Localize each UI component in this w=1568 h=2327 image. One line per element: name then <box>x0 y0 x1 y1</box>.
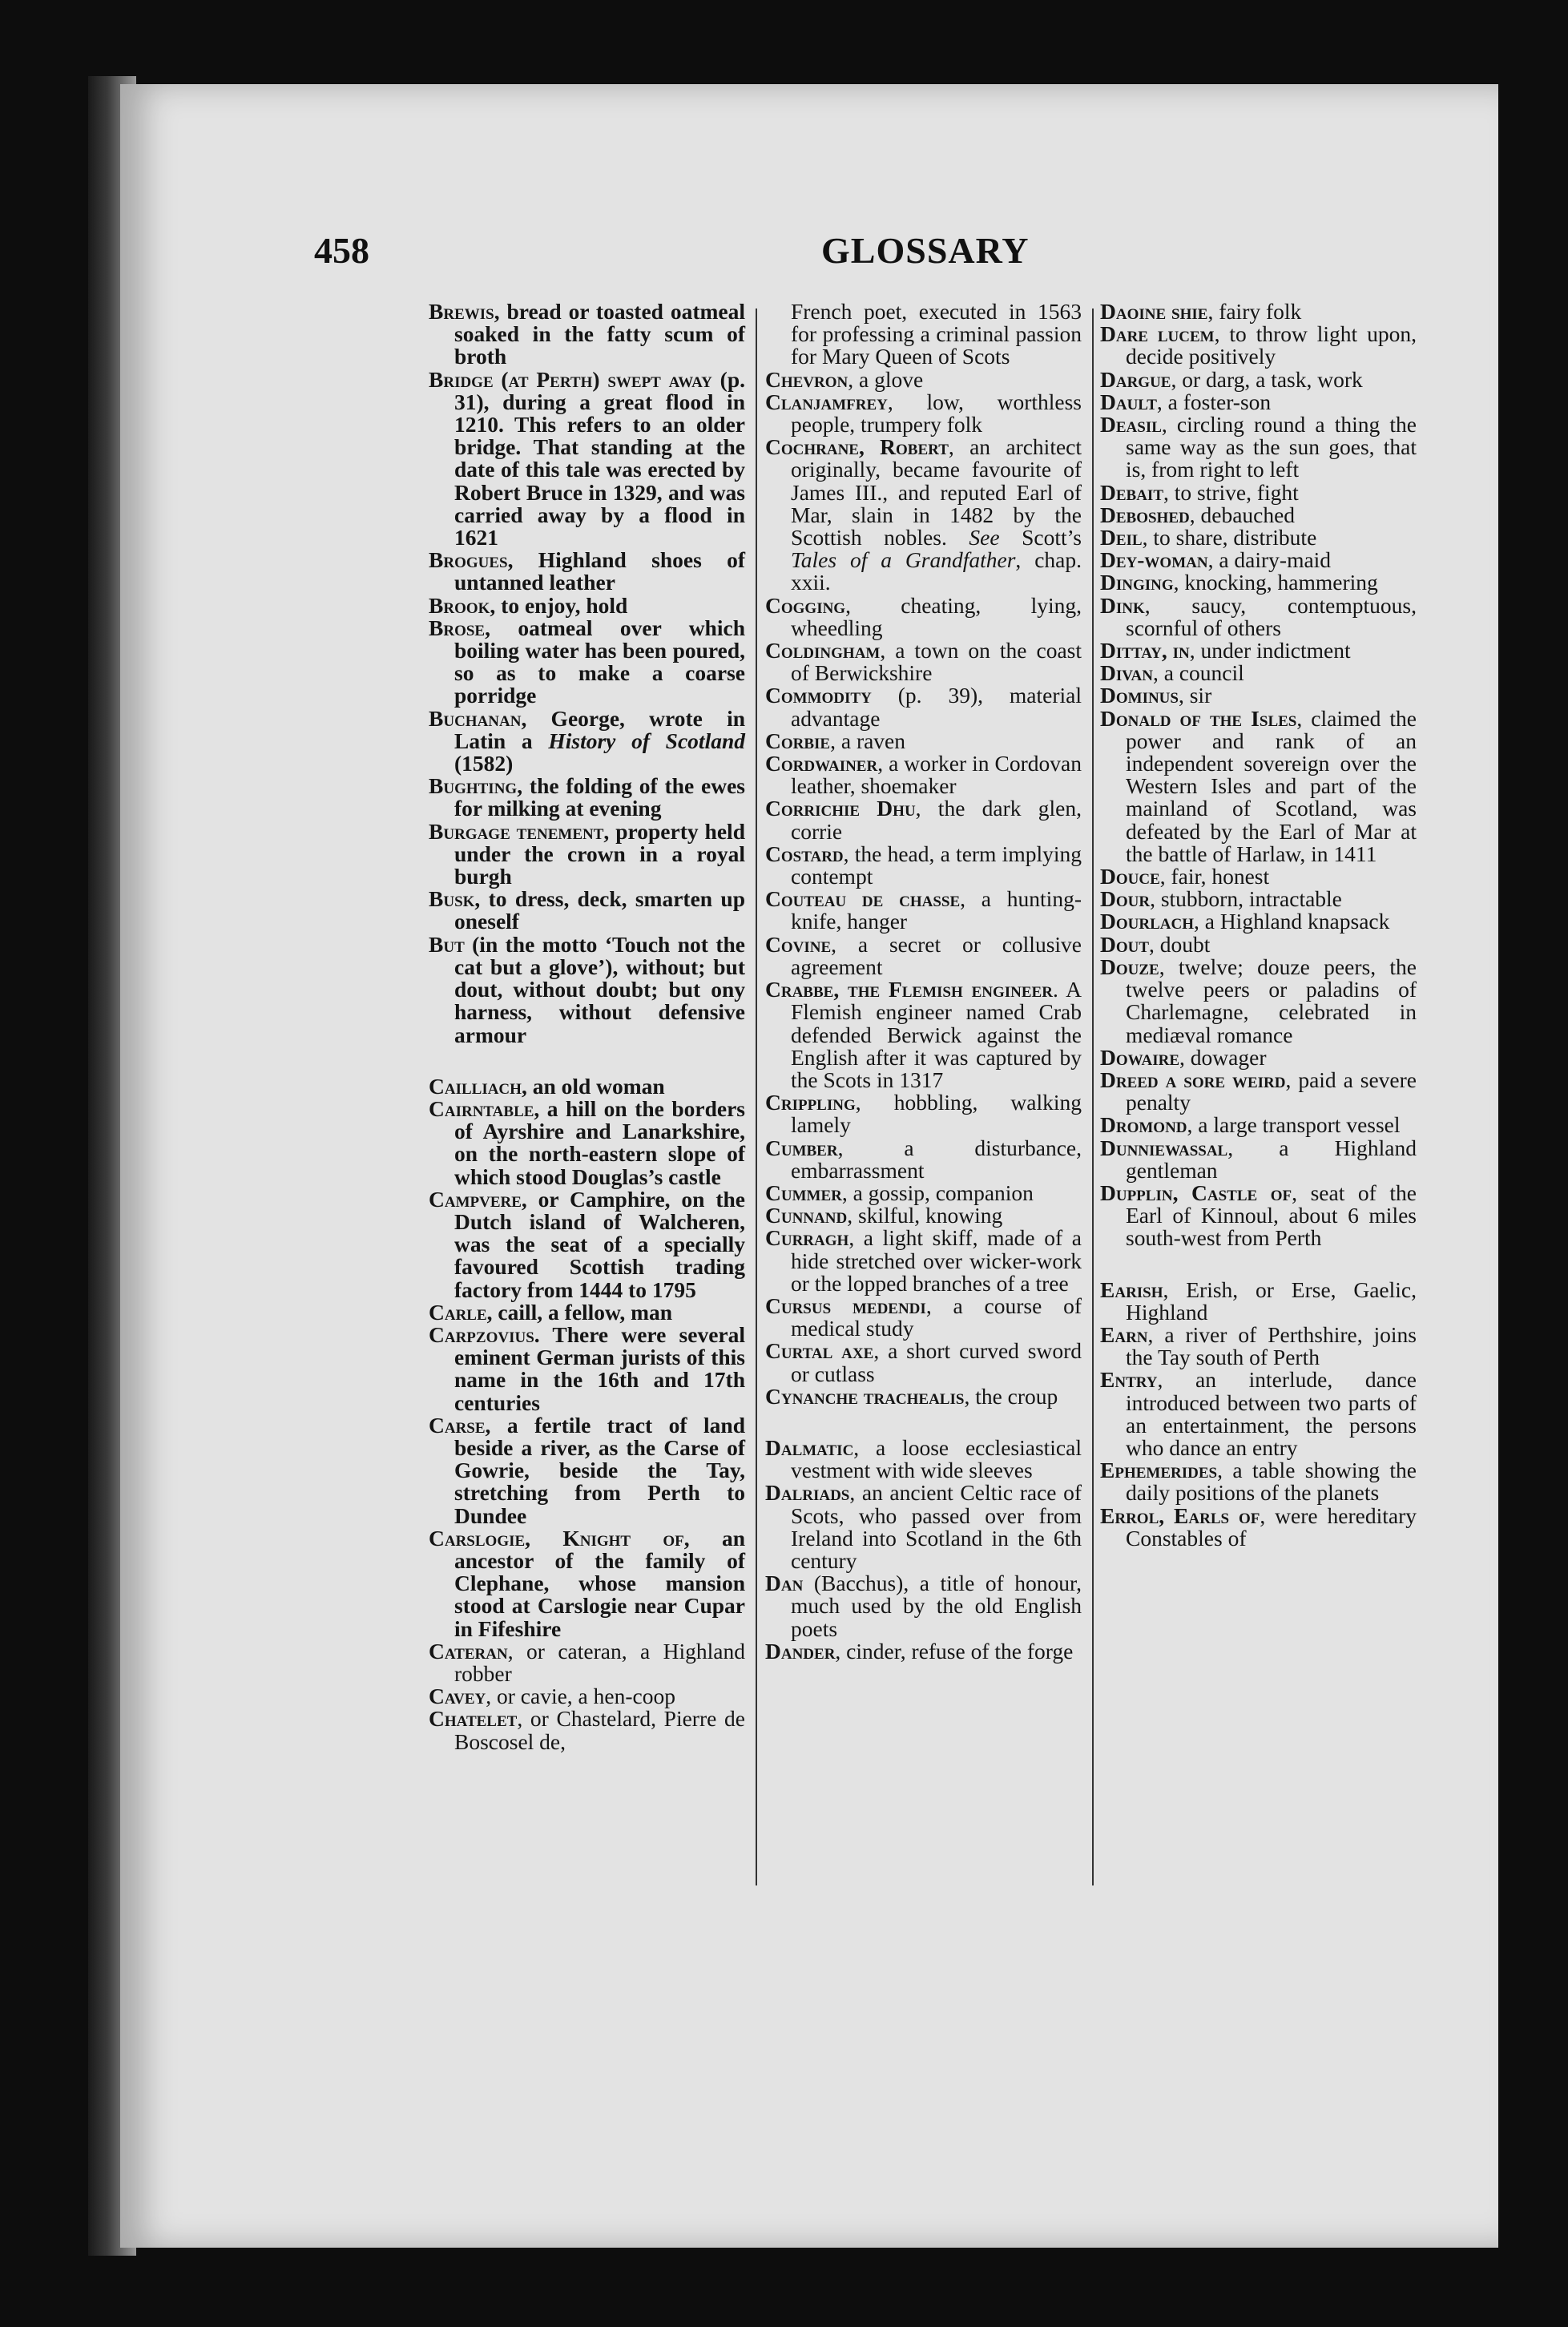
entry-italic: Tales of a Grandfather <box>791 547 1016 573</box>
glossary-column-1 <box>429 300 745 1753</box>
glossary-entry <box>765 1137 1082 1182</box>
entry-headword: Curragh <box>765 1225 849 1251</box>
entry-headword: Bughting <box>429 773 518 799</box>
entry-headword: Dault <box>1100 389 1157 414</box>
entry-headword: Couteau de chasse <box>765 886 961 912</box>
glossary-entry <box>765 1340 1082 1385</box>
glossary-entry <box>1100 888 1417 910</box>
entry-definition: , a raven <box>830 728 906 753</box>
entry-definition: French poet, executed in 1563 for professing a criminal passion for Mary Queen of Scots <box>791 299 1082 369</box>
entry-definition: , bread or toasted oatmeal soaked in the fatty scum of broth <box>454 299 745 369</box>
entry-definition: , sir <box>1178 683 1212 708</box>
entry-definition: , the folding of the ewes for milking at evening <box>454 773 745 821</box>
glossary-entry <box>1100 1321 1417 1370</box>
entry-definition: , claimed the power and rank of an independent sovereign over the Western Isles and part of the mainland of Scotland, was defeated by the Earl of Mar at the battle of Harlaw, in 1411 <box>1126 705 1417 866</box>
entry-headword: Brook <box>429 592 490 618</box>
glossary-entry <box>1100 1502 1417 1551</box>
glossary-column-2 <box>765 300 1082 1663</box>
entry-headword: Donald of the Isles <box>1100 705 1297 731</box>
entry-definition: , Erish, or Erse, Gaelic, Highland <box>1126 1276 1417 1325</box>
entry-definition: , cinder, refuse of the forge <box>835 1638 1074 1664</box>
glossary-entry <box>765 931 1082 979</box>
entry-definition: , the dark glen, corrie <box>791 796 1082 844</box>
entry-headword: Dink <box>1100 592 1145 618</box>
glossary-entry <box>1100 865 1417 888</box>
entry-definition: , a secret or collusive agreement <box>791 931 1082 979</box>
entry-definition: , a short curved sword or cutlass <box>791 1338 1082 1386</box>
glossary-entry <box>429 1708 745 1752</box>
entry-definition: (p. 39), material advantage <box>791 683 1082 731</box>
entry-headword: Carpzovius <box>429 1321 534 1347</box>
entry-definition: , a gossip, companion <box>841 1180 1034 1205</box>
entry-definition: , a disturbance, embarrassment <box>791 1135 1082 1183</box>
glossary-entry <box>1100 1276 1417 1325</box>
entry-headword: Buchanan <box>429 705 522 731</box>
entry-headword: Dunniewassal <box>1100 1135 1228 1160</box>
entry-headword: Carse <box>429 1412 486 1438</box>
glossary-entry <box>765 592 1082 640</box>
entry-headword: Carle <box>429 1299 487 1325</box>
glossary-entry <box>765 1091 1082 1136</box>
entry-definition: , chap. xxii. <box>791 547 1082 595</box>
entry-definition: , a dairy-maid <box>1207 547 1332 573</box>
entry-definition: , a hill on the borders of Ayrshire and Lanarkshire, on the north-eastern slope of which stood Douglas’s castle <box>454 1095 745 1189</box>
entry-headword: Dander <box>765 1638 836 1664</box>
entry-definition: , oatmeal over which boiling water has been poured, so as to make a coarse porridge <box>454 615 745 708</box>
glossary-entry <box>1100 571 1417 594</box>
entry-headword: Deasil <box>1100 412 1162 438</box>
entry-definition: , an interlude, dance introduced between two parts of an entertainment, the persons who dance an entry <box>1126 1367 1417 1460</box>
glossary-entry <box>1100 1069 1417 1114</box>
entry-definition: , an ancestor of the family of Clephane, whose mansion stood at Carslogie near Cupar in Fifeshire <box>454 1525 746 1641</box>
glossary-entry <box>765 1295 1082 1340</box>
entry-definition: , or Chastelard, Pierre de Boscosel de, <box>454 1706 745 1754</box>
entry-headword: Corrichie Dhu <box>765 796 916 821</box>
column-rule <box>1092 309 1094 1885</box>
entry-headword: Dromond <box>1100 1112 1187 1138</box>
entry-headword: Dey-woman <box>1100 547 1208 573</box>
glossary-entry <box>1100 300 1417 323</box>
glossary-entry <box>765 366 1082 392</box>
entry-headword: Douce <box>1100 864 1160 889</box>
entry-headword: Carslogie, Knight of <box>429 1525 684 1551</box>
entry-headword: Brose <box>429 615 486 640</box>
entry-definition: , to strive, fight <box>1163 479 1299 505</box>
glossary-entry <box>765 797 1082 842</box>
entry-headword: Errol, Earls of <box>1100 1502 1260 1528</box>
entry-definition: , twelve; douze peers, the twelve peers or paladins of Charlemagne, celebrated in mediæval romance <box>1126 954 1417 1047</box>
entry-headword: Cursus medendi <box>765 1293 926 1318</box>
glossary-entry <box>429 888 745 933</box>
entry-definition: , fair, honest <box>1159 864 1270 889</box>
glossary-entry <box>429 1414 745 1527</box>
entry-headword: Dalriads <box>765 1480 850 1506</box>
entry-headword: Cochrane, Robert <box>765 434 949 460</box>
entry-definition: , cheating, lying, wheedling <box>791 592 1082 640</box>
entry-headword: Dan <box>765 1571 804 1596</box>
entry-definition: , a worker in Cordovan leather, shoemaker <box>791 751 1082 799</box>
glossary-entry <box>1100 931 1417 957</box>
glossary-entry <box>765 1182 1082 1204</box>
entry-definition: , or Camphire, on the Dutch island of Walcheren, was the seat of a specially favoured Scottish trading factory from 1444 to 1795 <box>454 1186 745 1302</box>
entry-definition: , paid a severe penalty <box>1126 1067 1417 1115</box>
entry-definition: , to share, distribute <box>1142 525 1317 550</box>
entry-definition: , property held under the crown in a royal burgh <box>454 818 745 889</box>
glossary-entry <box>1100 956 1417 1047</box>
glossary-entry <box>1100 413 1417 482</box>
entry-headword: Debait <box>1100 479 1163 505</box>
entry-definition: (1582) <box>454 751 514 776</box>
entry-definition: , caill, a fellow, man <box>486 1299 673 1325</box>
entry-headword: Chevron <box>765 366 848 392</box>
entry-headword: Cordwainer <box>765 751 878 776</box>
entry-definition: , or darg, a task, work <box>1171 366 1363 392</box>
glossary-entry <box>765 436 1082 594</box>
glossary-entry <box>765 1482 1082 1572</box>
entry-headword: Cynanche trachealis <box>765 1383 965 1409</box>
glossary-entry <box>1100 1114 1417 1136</box>
entry-definition: , a river of Perthshire, joins the Tay south of Perth <box>1126 1321 1417 1370</box>
entry-definition: , an architect originally, became favourite of James III., and reputed Earl of Mar, slain in 1482 by the Scottish nobles. <box>791 434 1082 550</box>
entry-definition: Scott’s <box>999 525 1082 550</box>
glossary-entry <box>429 1321 745 1415</box>
entry-headword: Ephemerides <box>1100 1458 1218 1483</box>
entry-headword: Cogging <box>765 592 846 618</box>
entry-definition: , stubborn, intractable <box>1150 886 1342 912</box>
entry-headword: Deboshed <box>1100 502 1190 527</box>
entry-definition: , were hereditary Constables of <box>1126 1502 1417 1551</box>
glossary-entry <box>429 1095 745 1189</box>
entry-headword: Corbie <box>765 728 831 753</box>
entry-definition: , a loose ecclesiastical vestment with wide sleeves <box>791 1434 1082 1483</box>
entry-definition: , a course of medical study <box>791 1293 1082 1341</box>
entry-definition: , a table showing the daily positions of the planets <box>1126 1458 1417 1506</box>
entry-headword: Dout <box>1100 931 1150 957</box>
glossary-entry <box>1100 910 1417 933</box>
glossary-entry <box>429 775 745 820</box>
entry-headword: Dourlach <box>1100 909 1194 934</box>
glossary-entry <box>765 1640 1082 1663</box>
glossary-entry <box>429 1640 745 1685</box>
entry-definition: , a large transport vessel <box>1187 1112 1401 1138</box>
entry-italic: History of Scotland <box>548 728 746 753</box>
glossary-entry <box>1100 705 1417 866</box>
entry-definition: (in the motto ‘Touch not the cat but a glove’), without; but dout, without doubt; but ony harness, without defensive armour <box>454 931 745 1047</box>
entry-headword: Earish <box>1100 1276 1163 1302</box>
glossary-entry <box>765 1434 1082 1483</box>
glossary-entry <box>1100 391 1417 413</box>
entry-headword: Dupplin, Castle of <box>1100 1180 1292 1205</box>
glossary-entry <box>765 684 1082 729</box>
entry-headword: Dominus <box>1100 683 1179 708</box>
entry-headword: Crabbe, the Flemish engineer <box>765 977 1053 1002</box>
glossary-entry <box>1100 323 1417 368</box>
glossary-entry <box>765 639 1082 684</box>
glossary-entry <box>429 1685 745 1708</box>
entry-headword: Curtal axe <box>765 1338 874 1364</box>
entry-definition: (Bacchus), a title of honour, much used by the old English poets <box>791 1571 1082 1641</box>
entry-definition: , fairy folk <box>1207 299 1302 324</box>
entry-headword: Clanjamfrey <box>765 389 888 414</box>
entry-headword: Dowaire <box>1100 1044 1180 1070</box>
entry-definition: . A Flemish engineer named Crab defended Berwick against the English after it was captured by the Scots in 1317 <box>791 977 1082 1092</box>
glossary-entry <box>1100 526 1417 549</box>
entry-headword: Cairntable <box>429 1095 534 1121</box>
entry-headword: Earn <box>1100 1321 1148 1347</box>
entry-definition: , low, worthless people, trumpery folk <box>791 389 1082 438</box>
entry-definition: , a Highland knapsack <box>1193 909 1390 934</box>
entry-definition: , the croup <box>964 1383 1058 1409</box>
entry-headword: Cailliach <box>429 1073 522 1099</box>
glossary-entry <box>429 1188 745 1301</box>
entry-headword: Douze <box>1100 954 1159 979</box>
entry-headword: Bridge (at Perth) swept away <box>429 366 712 392</box>
glossary-entry <box>765 1227 1082 1295</box>
entry-definition: , Highland shoes of untanned leather <box>454 547 745 595</box>
glossary-entry <box>429 366 745 550</box>
entry-headword: Divan <box>1100 660 1153 686</box>
entry-headword: Deil <box>1100 525 1143 550</box>
entry-headword: Dour <box>1100 886 1151 912</box>
entry-definition: , an old woman <box>521 1073 665 1099</box>
entry-headword: Brewis <box>429 299 494 324</box>
entry-headword: Cunnand <box>765 1203 848 1228</box>
entry-headword: Cateran <box>429 1638 508 1664</box>
glossary-entry <box>765 730 1082 752</box>
running-head: GLOSSARY <box>821 230 1030 271</box>
entry-headword: Cummer <box>765 1180 842 1205</box>
glossary-entry <box>765 978 1082 1091</box>
entry-headword: Brogues <box>429 547 508 573</box>
entry-definition: , hobbling, walking lamely <box>791 1090 1082 1138</box>
glossary-entry <box>429 1301 745 1324</box>
entry-definition: , to throw light upon, decide positively <box>1126 321 1417 369</box>
entry-headword: Cavey <box>429 1684 486 1709</box>
column-rule <box>756 309 757 1885</box>
glossary-entry <box>1100 1182 1417 1250</box>
glossary-entry <box>765 1204 1082 1227</box>
glossary-entry <box>765 843 1082 888</box>
glossary-column-3 <box>1100 300 1417 1550</box>
glossary-entry <box>1100 479 1417 505</box>
entry-headword: Costard <box>765 841 844 866</box>
entry-definition: , to enjoy, hold <box>490 592 628 618</box>
entry-definition: , saucy, contemptuous, scornful of others <box>1126 592 1417 640</box>
glossary-entry <box>765 1385 1082 1408</box>
glossary-entry <box>1100 1369 1417 1459</box>
entry-headword: Dare lucem <box>1100 321 1215 347</box>
entry-headword: Dinging <box>1100 570 1174 595</box>
entry-definition: , a light skiff, made of a hide stretched over wicker-work or the lopped branches of a tree <box>791 1225 1082 1296</box>
entry-definition: , doubt <box>1149 931 1211 957</box>
entry-headword: Dargue <box>1100 366 1171 392</box>
glossary-entry <box>429 818 745 889</box>
glossary-entry <box>429 931 745 1047</box>
entry-definition: , a Highland gentleman <box>1126 1135 1417 1183</box>
entry-headword: Dalmatic <box>765 1434 854 1460</box>
entry-definition: , circling round a thing the same way as the sun goes, that is, from right to left <box>1126 412 1417 482</box>
entry-definition: . There were several eminent German jurists of this name in the 16th and 17th centuries <box>454 1321 745 1415</box>
entry-definition: , under indictment <box>1189 638 1351 663</box>
entry-headword: Burgage tenement <box>429 818 604 844</box>
glossary-entry <box>765 391 1082 436</box>
glossary-entry <box>1100 592 1417 640</box>
entry-headword: Crippling <box>765 1090 856 1115</box>
glossary-entry <box>429 1075 745 1098</box>
entry-definition: , debauched <box>1189 502 1296 527</box>
glossary-entry <box>1100 504 1417 526</box>
entry-headword: Campvere <box>429 1186 522 1212</box>
glossary-entry <box>429 592 745 618</box>
entry-italic: See <box>969 525 1000 550</box>
entry-definition: , dowager <box>1179 1044 1267 1070</box>
entry-headword: Chatelet <box>429 1706 518 1732</box>
entry-definition: , a foster-son <box>1156 389 1272 414</box>
entry-definition: (p. 31), during a great flood in 1210. This refers to an older bridge. That standing at the date of this tale was erected by Robert Bruce in 1329, and was carried away by a flood in 1621 <box>454 366 745 550</box>
glossary-entry <box>765 300 1082 369</box>
entry-definition: , a town on the coast of Berwickshire <box>791 638 1082 686</box>
entry-definition: , George, wrote in Latin a <box>454 705 745 753</box>
glossary-entry <box>1100 366 1417 392</box>
entry-headword: Coldingham <box>765 638 881 663</box>
entry-headword: But <box>429 931 465 957</box>
entry-definition: , knocking, hammering <box>1173 570 1378 595</box>
entry-definition: , or cateran, a Highland robber <box>454 1638 745 1686</box>
glossary-entry <box>765 1572 1082 1640</box>
entry-definition: , to dress, deck, smarten up oneself <box>454 886 745 934</box>
glossary-entry <box>429 549 745 594</box>
entry-definition: , a council <box>1152 660 1244 686</box>
entry-definition: , the head, a term implying contempt <box>791 841 1082 889</box>
glossary-entry <box>1100 1044 1417 1070</box>
glossary-entry <box>765 752 1082 797</box>
glossary-entry <box>1100 1137 1417 1182</box>
entry-definition: , a fertile tract of land beside a river, as the Carse of Gowrie, beside the Tay, stretching from Perth to Dundee <box>454 1412 745 1528</box>
glossary-entry <box>1100 549 1417 571</box>
entry-headword: Commodity <box>765 683 872 708</box>
entry-headword: Dreed a sore weird <box>1100 1067 1286 1092</box>
entry-definition: , seat of the Earl of Kinnoul, about 6 miles south-west from Perth <box>1126 1180 1417 1251</box>
entry-definition: , a hunting-knife, hanger <box>791 886 1082 934</box>
glossary-entry <box>429 1527 745 1640</box>
entry-headword: Cumber <box>765 1135 838 1160</box>
entry-definition: , an ancient Celtic race of Scots, who passed over from Ireland into Scotland in the 6th century <box>791 1480 1082 1573</box>
entry-headword: Daoine shie <box>1100 299 1208 324</box>
glossary-entry <box>1100 662 1417 684</box>
entry-headword: Busk <box>429 886 475 912</box>
entry-definition: , a glove <box>848 366 924 392</box>
glossary-entry <box>429 705 746 776</box>
glossary-entry <box>1100 639 1417 662</box>
page-number: 458 <box>314 230 369 271</box>
glossary-entry <box>429 617 745 708</box>
entry-headword: Dittay, in <box>1100 638 1190 663</box>
entry-headword: Entry <box>1100 1367 1158 1393</box>
glossary-entry <box>1100 684 1417 707</box>
glossary-entry <box>765 888 1082 933</box>
glossary-entry <box>1100 1459 1417 1504</box>
entry-headword: Covine <box>765 931 832 957</box>
entry-definition: , or cavie, a hen-coop <box>486 1684 675 1709</box>
entry-definition: , skilful, knowing <box>847 1203 1003 1228</box>
glossary-entry <box>429 300 745 369</box>
